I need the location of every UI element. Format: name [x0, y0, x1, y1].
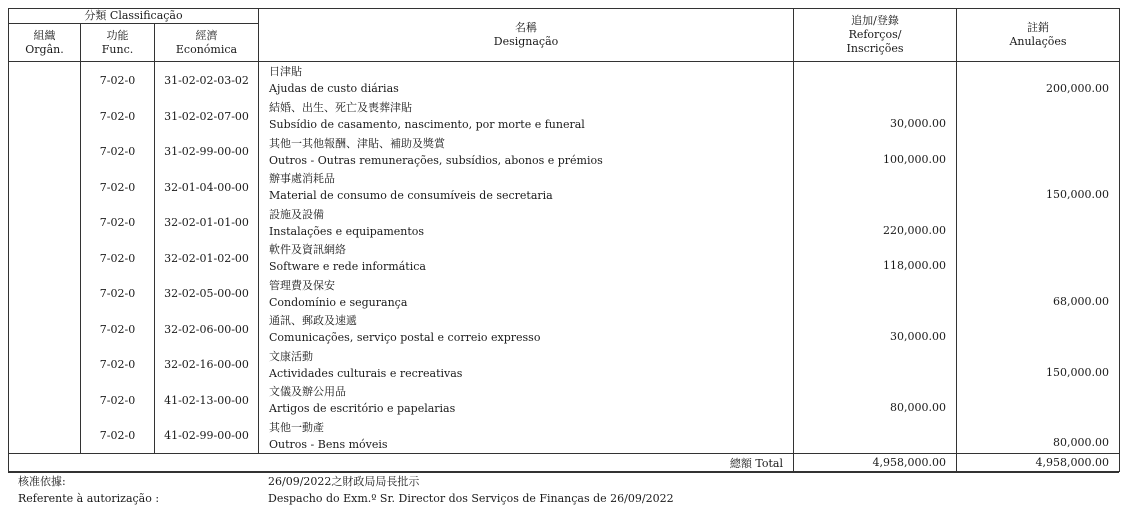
econ-cell: 32-01-04-00-00: [155, 170, 259, 206]
organ-cell: [9, 312, 81, 348]
anulacoes-cell: [957, 383, 1120, 419]
designation-zh: 設施及設備: [269, 207, 325, 221]
authorization-text-zh: 26/09/2022之財政局局長批示: [268, 475, 420, 488]
designation-cell: [259, 205, 794, 241]
classification-header: 分類 Classificação: [9, 9, 259, 24]
designation-pt: Condomínio e segurança: [269, 295, 408, 309]
designation-cell: [259, 170, 794, 206]
designation-zh: 文儀及辦公用品: [269, 385, 347, 399]
reforcos-cell: 80,000.00: [794, 383, 957, 419]
designation-zh: 結婚、出生、死亡及喪葬津貼: [269, 101, 413, 115]
organ-cell: [9, 99, 81, 135]
organ-cell: [9, 347, 81, 383]
designation-cell: [259, 62, 794, 99]
designation-zh: 日津貼: [269, 65, 303, 79]
reforcos-cell: [794, 418, 957, 454]
anulacoes-cell: [957, 205, 1120, 241]
econ-cell: 32-02-16-00-00: [155, 347, 259, 383]
designation-pt: Subsídio de casamento, nascimento, por morte e funeral: [269, 118, 585, 132]
func-cell: 7-02-0: [81, 312, 155, 348]
footer-table: [8, 472, 1119, 507]
anulacoes-header-pt: Anulações: [1009, 35, 1067, 48]
table-row: [9, 99, 1120, 135]
func-cell: 7-02-0: [81, 241, 155, 277]
func-cell: 7-02-0: [81, 276, 155, 312]
anulacoes-header: [957, 9, 1120, 62]
func-cell: 7-02-0: [81, 383, 155, 419]
anulacoes-cell: 200,000.00: [957, 62, 1120, 99]
organ-cell: [9, 170, 81, 206]
designation-cell: [259, 418, 794, 454]
anulacoes-header-zh: 註銷: [1027, 21, 1050, 34]
func-cell: 7-02-0: [81, 170, 155, 206]
reforcos-cell: [794, 62, 957, 99]
designation-cell: [259, 383, 794, 419]
anulacoes-cell: [957, 241, 1120, 277]
func-header: [81, 24, 155, 62]
anulacoes-cell: [957, 134, 1120, 170]
organ-cell: [9, 241, 81, 277]
reforcos-cell: 100,000.00: [794, 134, 957, 170]
designation-header-zh: 名稱: [515, 21, 538, 34]
table-row: [9, 312, 1120, 348]
table-row: [9, 170, 1120, 206]
anulacoes-cell: [957, 312, 1120, 348]
func-cell: 7-02-0: [81, 99, 155, 135]
func-header-zh: 功能: [106, 28, 129, 42]
func-cell: 7-02-0: [81, 418, 155, 454]
organ-cell: [9, 276, 81, 312]
designation-header-pt: Designação: [493, 35, 559, 48]
organ-header-zh: 組織: [33, 28, 56, 42]
reforcos-header-pt2: Inscrições: [846, 42, 904, 55]
reforcos-header-pt1: Reforços/: [848, 28, 902, 41]
func-header-pt: Func.: [101, 42, 134, 56]
econ-cell: 31-02-02-07-00: [155, 99, 259, 135]
reforcos-cell: [794, 276, 957, 312]
budget-document: [8, 8, 1119, 507]
econ-cell: 31-02-02-03-02: [155, 62, 259, 99]
table-row: [9, 276, 1120, 312]
table-row: [9, 205, 1120, 241]
designation-zh: 軟件及資訊網絡: [269, 243, 347, 257]
reforcos-cell: 30,000.00: [794, 312, 957, 348]
total-label: 總額 Total: [259, 454, 794, 472]
func-cell: 7-02-0: [81, 205, 155, 241]
table-row: [9, 134, 1120, 170]
econ-cell: 41-02-99-00-00: [155, 418, 259, 454]
designation-zh: 其他一動產: [269, 420, 325, 434]
designation-zh: 文康活動: [269, 349, 314, 363]
reforcos-header-zh: 追加/登錄: [851, 14, 899, 27]
econ-cell: 32-02-06-00-00: [155, 312, 259, 348]
designation-header: [259, 9, 794, 62]
table-row: [9, 347, 1120, 383]
total-anulacoes: 4,958,000.00: [957, 454, 1120, 472]
econ-cell: 32-02-01-02-00: [155, 241, 259, 277]
designation-pt: Instalações e equipamentos: [269, 224, 425, 238]
reforcos-cell: 118,000.00: [794, 241, 957, 277]
designation-pt: Software e rede informática: [269, 260, 426, 274]
authorization-text-pt: Despacho do Exm.º Sr. Director dos Serviços de Finanças de 26/09/2022: [268, 492, 674, 505]
organ-cell: [9, 134, 81, 170]
designation-pt: Comunicações, serviço postal e correio expresso: [269, 331, 541, 345]
reforcos-header: [794, 9, 957, 62]
designation-cell: [259, 241, 794, 277]
designation-zh: 管理費及保安: [269, 278, 336, 292]
econ-header: [155, 24, 259, 62]
econ-cell: 41-02-13-00-00: [155, 383, 259, 419]
econ-cell: 32-02-05-00-00: [155, 276, 259, 312]
designation-cell: [259, 347, 794, 383]
designation-pt: Material de consumo de consumíveis de secretaria: [269, 189, 553, 203]
anulacoes-cell: [957, 99, 1120, 135]
anulacoes-cell: 150,000.00: [957, 170, 1120, 206]
econ-cell: 31-02-99-00-00: [155, 134, 259, 170]
table-row: [9, 418, 1120, 454]
designation-cell: [259, 276, 794, 312]
designation-cell: [259, 312, 794, 348]
anulacoes-cell: 80,000.00: [957, 418, 1120, 454]
organ-header: [9, 24, 81, 62]
func-cell: 7-02-0: [81, 347, 155, 383]
designation-pt: Outros - Bens móveis: [269, 437, 388, 451]
designation-pt: Artigos de escritório e papelarias: [269, 402, 456, 416]
authorization-label-zh: 核准依據:: [18, 475, 66, 488]
table-row: [9, 62, 1120, 99]
table-row: [9, 241, 1120, 277]
organ-cell: [9, 205, 81, 241]
designation-pt: Outros - Outras remunerações, subsídios, abonos e prémios: [269, 153, 603, 167]
designation-zh: 通訊、郵政及速遞: [269, 314, 358, 328]
designation-pt: Actividades culturais e recreativas: [269, 366, 463, 380]
econ-header-pt: Económica: [175, 42, 238, 56]
anulacoes-cell: 150,000.00: [957, 347, 1120, 383]
total-reforcos: 4,958,000.00: [794, 454, 957, 472]
designation-zh: 辦事處消耗品: [269, 172, 336, 186]
designation-cell: [259, 99, 794, 135]
designation-cell: [259, 134, 794, 170]
organ-cell: [9, 383, 81, 419]
econ-header-zh: 經濟: [195, 28, 218, 42]
econ-cell: 32-02-01-01-00: [155, 205, 259, 241]
budget-table: [8, 8, 1120, 472]
func-cell: 7-02-0: [81, 62, 155, 99]
table-body: [9, 62, 1120, 454]
reforcos-cell: [794, 170, 957, 206]
reforcos-cell: 30,000.00: [794, 99, 957, 135]
reforcos-cell: [794, 347, 957, 383]
total-row: [9, 454, 1120, 472]
designation-pt: Ajudas de custo diárias: [269, 82, 399, 96]
table-row: [9, 383, 1120, 419]
organ-cell: [9, 62, 81, 99]
func-cell: 7-02-0: [81, 134, 155, 170]
designation-zh: 其他一其他報酬、津貼、補助及獎賞: [269, 136, 446, 150]
anulacoes-cell: 68,000.00: [957, 276, 1120, 312]
reforcos-cell: 220,000.00: [794, 205, 957, 241]
authorization-label-pt: Referente à autorização :: [18, 492, 160, 505]
organ-header-pt: Orgân.: [25, 42, 64, 56]
organ-cell: [9, 418, 81, 454]
